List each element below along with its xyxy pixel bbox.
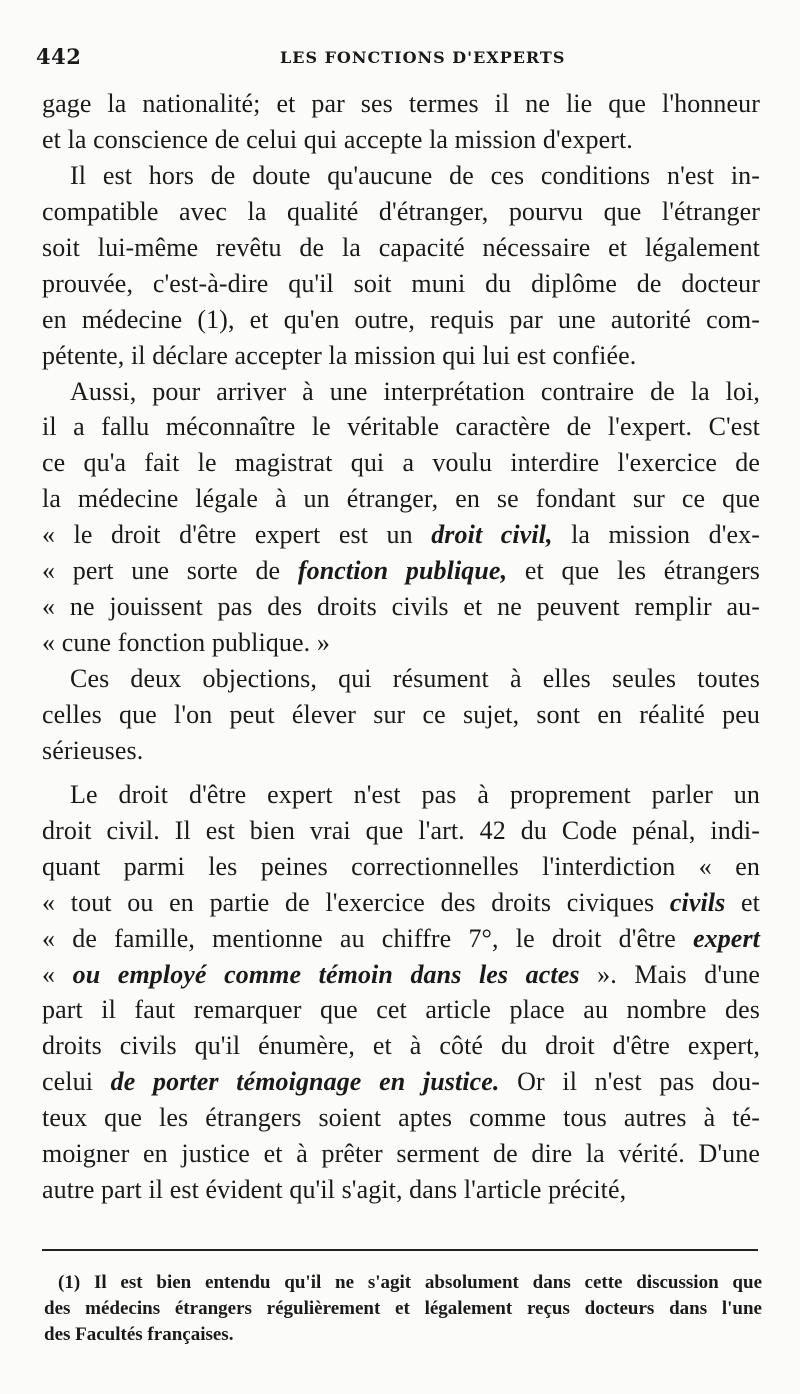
text-segment: et: [725, 887, 760, 917]
text-segment: ». Mais d'une: [579, 959, 760, 989]
text-line: compatible avec la qualité d'étranger, pourvu que l'étranger: [42, 196, 760, 226]
text-line: gage la nationalité; et par ses termes il ne lie que l'honneur: [42, 89, 760, 118]
text-line: ce qu'a fait le magistrat qui a voulu interdire l'exercice de: [42, 448, 760, 478]
italic-segment: droit civil,: [431, 520, 553, 550]
text-line: en médecine (1), et qu'en outre, requis par une autorité com-: [42, 304, 760, 334]
running-title: LES FONCTIONS D'EXPERTS: [280, 48, 566, 67]
text-segment: «: [42, 959, 73, 989]
text-line: part il faut remarquer que cet article place au nombre des: [42, 995, 760, 1025]
text-line: Le droit d'être expert n'est pas à proprement parler un: [70, 779, 760, 809]
text-line: la médecine légale à un étranger, en se fondant sur ce que: [42, 484, 760, 514]
text-line: il a fallu méconnaître le véritable caractère de l'expert. C'est: [42, 412, 760, 442]
text-line: soit lui-même revêtu de la capacité nécessaire et légalement: [42, 232, 760, 262]
page-header: [36, 44, 766, 74]
text-line: autre part il est évident qu'il s'agit, dans l'article précité,: [42, 1175, 627, 1205]
text-line: [42, 517, 760, 553]
footnote-divider: [42, 1249, 758, 1251]
text-line: Aussi, pour arriver à une interprétation contraire de la loi,: [70, 376, 760, 406]
footnotes: [44, 1270, 762, 1348]
text-line: celles que l'on peut élever sur ce sujet, sont en réalité peu: [42, 699, 760, 729]
text-line: Ces deux objections, qui résument à elles seules toutes: [70, 664, 760, 693]
text-line: « ne jouissent pas des droits civils et ne peuvent remplir au-: [42, 592, 760, 622]
text-line: [42, 885, 760, 921]
text-line: moigner en justice et à prêter serment de dire la vérité. D'une: [42, 1139, 760, 1169]
text-segment: et que les étrangers: [507, 556, 760, 586]
text-line: teux que les étrangers soient aptes comme tous autres à té-: [42, 1103, 760, 1133]
text-line: « cune fonction publique. »: [42, 628, 330, 658]
footnote-line: des Facultés françaises.: [44, 1324, 234, 1345]
body-text: [42, 86, 760, 1208]
italic-segment: ou employé comme témoin dans les actes: [72, 959, 580, 989]
text-segment: « le droit d'être expert est un: [42, 520, 432, 550]
text-line: quant parmi les peines correctionnelles l'interdiction « en: [42, 851, 760, 881]
italic-segment: expert: [692, 923, 760, 953]
text-segment: « de famille, mentionne au chiffre 7°, le droit d'être: [42, 923, 693, 953]
text-line: prouvée, c'est-à-dire qu'il soit muni du diplôme de docteur: [42, 268, 760, 298]
text-line: Il est hors de doute qu'aucune de ces conditions n'est in-: [70, 160, 760, 190]
text-line: droit civil. Il est bien vrai que l'art. 42 du Code pénal, indi-: [42, 815, 760, 845]
text-segment: celui: [42, 1067, 111, 1097]
text-line: droits civils qu'il énumère, et à côté du droit d'être expert,: [42, 1031, 760, 1061]
paragraph-gap: [42, 769, 760, 777]
text-line: pétente, il déclare accepter la mission qui lui est confiée.: [42, 340, 637, 370]
text-line: sérieuses.: [42, 735, 144, 765]
text-line: [42, 957, 760, 993]
text-line: et la conscience de celui qui accepte la mission d'expert.: [42, 124, 633, 154]
italic-segment: fonction publique,: [297, 556, 508, 586]
text-segment: « tout ou en partie de l'exercice des droits civiques: [42, 887, 670, 917]
text-segment: « pert une sorte de: [42, 556, 298, 586]
italic-segment: de porter témoignage en justice.: [110, 1067, 500, 1097]
page-number: 442: [36, 44, 82, 69]
italic-segment: civils: [669, 887, 726, 917]
footnote-line: des médecins étrangers régulièrement et légalement reçus docteurs dans l'une: [44, 1298, 762, 1319]
footnote-line: (1) Il est bien entendu qu'il ne s'agit absolument dans cette discussion que: [58, 1272, 762, 1293]
text-segment: la mission d'ex-: [552, 520, 760, 550]
text-line: [42, 553, 760, 589]
text-line: [42, 1064, 760, 1100]
text-segment: Or il n'est pas dou-: [499, 1067, 760, 1097]
text-line: [42, 921, 760, 957]
